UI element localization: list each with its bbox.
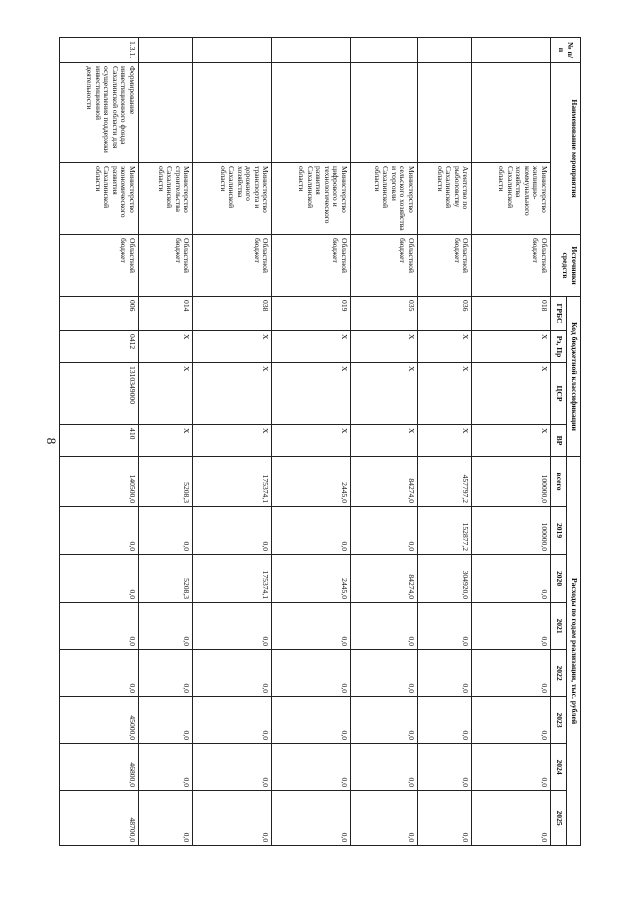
row-grbs: 014 <box>138 297 193 331</box>
row-2024: 0,0 <box>193 744 272 791</box>
row-csr: 1310349000 <box>60 363 139 425</box>
row-2025: 0,0 <box>417 791 472 846</box>
row-2025: 48700,0 <box>60 791 139 846</box>
row-rzpr: X <box>350 331 417 363</box>
row-csr: X <box>272 363 351 425</box>
rotated-table-wrapper <box>59 37 581 845</box>
row-total: 2445,0 <box>272 457 351 507</box>
row-2022: 0,0 <box>472 650 551 697</box>
row-2025: 0,0 <box>272 791 351 846</box>
row-2021: 0,0 <box>193 603 272 650</box>
row-total: 84274,0 <box>350 457 417 507</box>
header-year-2024: 2024 <box>551 744 567 791</box>
header-year-2025: 2025 <box>551 791 567 846</box>
row-2021: 0,0 <box>472 603 551 650</box>
row-2021: 0,0 <box>350 603 417 650</box>
row-2023: 45000,0 <box>60 697 139 744</box>
row-2025: 0,0 <box>350 791 417 846</box>
row-rzpr: X <box>472 331 551 363</box>
row-csr: X <box>472 363 551 425</box>
row-2022: 0,0 <box>272 650 351 697</box>
page-number: 8 <box>44 437 59 445</box>
row-name <box>350 63 417 163</box>
row-2022: 0,0 <box>60 650 139 697</box>
row-csr: X <box>350 363 417 425</box>
row-2020: 0,0 <box>472 555 551 603</box>
table-row <box>272 38 351 846</box>
row-2019: 0,0 <box>272 507 351 555</box>
budget-table <box>59 37 581 846</box>
row-grbs: 035 <box>350 297 417 331</box>
row-rzpr: 0412 <box>60 331 139 363</box>
row-csr: X <box>193 363 272 425</box>
row-total: 100000,0 <box>472 457 551 507</box>
row-rzpr: X <box>138 331 193 363</box>
header-grbs: ГРБС <box>551 297 567 331</box>
row-num <box>472 38 551 63</box>
row-source: Областной бюджет <box>138 235 193 297</box>
row-vr: X <box>138 425 193 457</box>
header-year-2021: 2021 <box>551 603 567 650</box>
table-row <box>193 38 272 846</box>
row-2023: 0,0 <box>417 697 472 744</box>
row-2023: 0,0 <box>272 697 351 744</box>
row-2021: 0,0 <box>60 603 139 650</box>
header-code-group: Код бюджетной классификации <box>567 297 581 457</box>
row-name <box>417 63 472 163</box>
row-executor: Агентство по рыболовству Сахалинской области <box>417 163 472 235</box>
row-grbs: 036 <box>417 297 472 331</box>
row-name: Формирование инвестиционного фонда Сахалинской области для осуществления поддержки инвестиционной деятельности <box>60 63 139 163</box>
row-name <box>472 63 551 163</box>
row-executor: Министерство экономического развития Сахалинской области <box>60 163 139 235</box>
row-name <box>138 63 193 163</box>
row-2022: 0,0 <box>138 650 193 697</box>
header-year-2019: 2019 <box>551 507 567 555</box>
row-2020: 5208,3 <box>138 555 193 603</box>
row-2024: 0,0 <box>417 744 472 791</box>
row-num <box>193 38 272 63</box>
header-name: Наименование мероприятия <box>551 63 581 235</box>
row-executor: Министерство сельского хозяйства и торговли Сахалинской области <box>350 163 417 235</box>
table-row <box>472 38 551 846</box>
row-executor: Министерство жилищно-коммунального хозяйства Сахалинской области <box>472 163 551 235</box>
row-2024: 46800,0 <box>60 744 139 791</box>
row-executor: Министерство цифрового и технологического развития Сахалинской области <box>272 163 351 235</box>
table-row <box>138 38 193 846</box>
row-2023: 0,0 <box>472 697 551 744</box>
row-2019: 0,0 <box>193 507 272 555</box>
row-rzpr: X <box>417 331 472 363</box>
header-vr: ВР <box>551 425 567 457</box>
row-grbs: 019 <box>272 297 351 331</box>
row-grbs: 006 <box>60 297 139 331</box>
row-source: Областной бюджет <box>193 235 272 297</box>
row-num <box>272 38 351 63</box>
row-num <box>417 38 472 63</box>
row-2020: 304920,0 <box>417 555 472 603</box>
row-total: 140500,0 <box>60 457 139 507</box>
header-csr: ЦСР <box>551 363 567 425</box>
table-row <box>350 38 417 846</box>
row-vr: X <box>350 425 417 457</box>
row-name <box>272 63 351 163</box>
row-2020: 2445,0 <box>272 555 351 603</box>
row-total: 457797,2 <box>417 457 472 507</box>
row-2021: 0,0 <box>417 603 472 650</box>
row-2023: 0,0 <box>193 697 272 744</box>
row-2020: 84274,0 <box>350 555 417 603</box>
header-rzpr: Рз, Пр <box>551 331 567 363</box>
row-grbs: 018 <box>472 297 551 331</box>
row-2019: 100000,0 <box>472 507 551 555</box>
row-vr: 410 <box>60 425 139 457</box>
header-total: всего <box>551 457 567 507</box>
row-num: 1.3.1. <box>60 38 139 63</box>
row-source: Областной бюджет <box>417 235 472 297</box>
row-2025: 0,0 <box>472 791 551 846</box>
row-2020: 175374,1 <box>193 555 272 603</box>
row-vr: X <box>417 425 472 457</box>
row-2019: 0,0 <box>60 507 139 555</box>
row-2022: 0,0 <box>193 650 272 697</box>
table-row <box>60 38 139 846</box>
header-num: № п/п <box>551 38 581 63</box>
header-source: Источники средств <box>551 235 581 297</box>
row-vr: X <box>472 425 551 457</box>
row-2022: 0,0 <box>350 650 417 697</box>
row-2025: 0,0 <box>193 791 272 846</box>
row-vr: X <box>193 425 272 457</box>
row-2019: 0,0 <box>138 507 193 555</box>
row-executor: Министерство транспорта и дорожного хозяйства Сахалинской области <box>193 163 272 235</box>
row-source: Областной бюджет <box>60 235 139 297</box>
row-2025: 0,0 <box>138 791 193 846</box>
row-csr: X <box>417 363 472 425</box>
header-year-2023: 2023 <box>551 697 567 744</box>
row-source: Областной бюджет <box>272 235 351 297</box>
row-2024: 0,0 <box>350 744 417 791</box>
row-2019: 0,0 <box>350 507 417 555</box>
row-2024: 0,0 <box>138 744 193 791</box>
row-csr: X <box>138 363 193 425</box>
header-year-2020: 2020 <box>551 555 567 603</box>
row-source: Областной бюджет <box>350 235 417 297</box>
row-2020: 0,0 <box>60 555 139 603</box>
row-2023: 0,0 <box>350 697 417 744</box>
header-year-2022: 2022 <box>551 650 567 697</box>
row-rzpr: X <box>272 331 351 363</box>
row-source: Областной бюджет <box>472 235 551 297</box>
row-num <box>350 38 417 63</box>
row-2021: 0,0 <box>138 603 193 650</box>
row-2024: 0,0 <box>472 744 551 791</box>
row-2024: 0,0 <box>272 744 351 791</box>
row-name <box>193 63 272 163</box>
row-grbs: 038 <box>193 297 272 331</box>
row-2023: 0,0 <box>138 697 193 744</box>
row-vr: X <box>272 425 351 457</box>
row-2021: 0,0 <box>272 603 351 650</box>
header-expenses-group: Расходы по годам реализации, тыс. рублей <box>567 457 581 846</box>
row-total: 5208,3 <box>138 457 193 507</box>
table-row <box>417 38 472 846</box>
row-total: 175374,1 <box>193 457 272 507</box>
row-executor: Министерство строительства Сахалинской области <box>138 163 193 235</box>
row-num <box>138 38 193 63</box>
row-2019: 152877,2 <box>417 507 472 555</box>
row-rzpr: X <box>193 331 272 363</box>
row-2022: 0,0 <box>417 650 472 697</box>
